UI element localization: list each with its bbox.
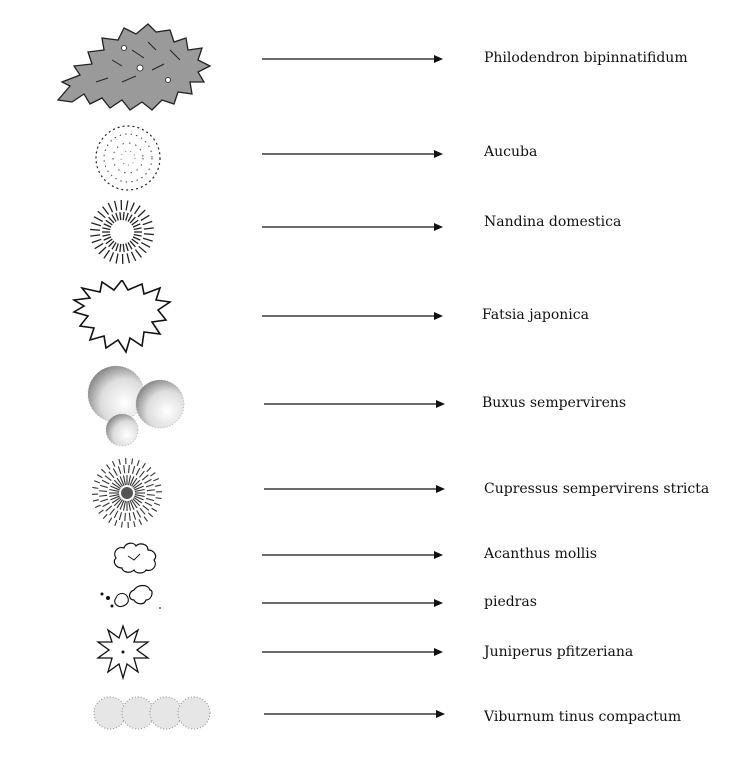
foliage-dash bbox=[151, 473, 156, 477]
foliage-dash bbox=[112, 461, 114, 466]
foliage-dash bbox=[134, 234, 142, 236]
foliage-dash bbox=[123, 244, 124, 252]
foliage-dash bbox=[144, 234, 154, 235]
foliage-dash bbox=[108, 203, 112, 212]
foliage-dash bbox=[109, 518, 112, 523]
foliage-dash bbox=[116, 243, 118, 251]
foliage-dash bbox=[142, 463, 145, 468]
foliage-dash bbox=[99, 495, 107, 496]
foliage-dash bbox=[103, 503, 110, 507]
foliage-dash bbox=[129, 513, 130, 521]
foliage-dash bbox=[102, 480, 109, 484]
legend-label: Nandina domestica bbox=[484, 214, 622, 230]
foliage-dash bbox=[90, 229, 100, 230]
foliage-dash bbox=[99, 510, 104, 514]
stones-cluster-icon bbox=[94, 580, 170, 616]
foliage-dash bbox=[137, 460, 139, 466]
foliage-dash bbox=[156, 498, 162, 499]
foliage-dash bbox=[136, 468, 140, 475]
foliage-dash bbox=[129, 465, 130, 473]
foliage-dash bbox=[142, 475, 148, 480]
foliage-dash bbox=[144, 479, 151, 483]
foliage-dash bbox=[114, 511, 118, 518]
legend-label: piedras bbox=[484, 594, 537, 610]
foliage-dash bbox=[132, 458, 133, 464]
foliage-dash bbox=[152, 508, 157, 511]
foliage-dash bbox=[134, 228, 142, 230]
foliage-dash bbox=[116, 213, 118, 221]
legend-label: Cupressus sempervirens stricta bbox=[484, 481, 710, 497]
foliage-dash bbox=[134, 206, 140, 214]
legend-label: Fatsia japonica bbox=[482, 307, 589, 323]
foliage-dash bbox=[146, 498, 154, 500]
foliage-dash bbox=[109, 472, 114, 478]
foliage-dash bbox=[129, 475, 131, 485]
foliage-dash bbox=[123, 475, 125, 485]
acanthus-lobed-outline-icon bbox=[110, 540, 160, 576]
legend-label: Aucuba bbox=[484, 144, 538, 160]
foliage-dash bbox=[148, 513, 152, 517]
foliage-dash bbox=[119, 512, 121, 520]
foliage-dash bbox=[128, 215, 132, 222]
foliage-dash bbox=[119, 459, 120, 465]
foliage-dash bbox=[103, 514, 107, 518]
foliage-dash bbox=[126, 243, 128, 251]
arrow-connector bbox=[264, 709, 446, 719]
foliage-dash bbox=[93, 500, 99, 501]
foliage-dash bbox=[90, 235, 100, 236]
foliage-dash bbox=[147, 467, 151, 471]
foliage-dash bbox=[147, 490, 155, 491]
foliage-dash bbox=[104, 250, 110, 258]
foliage-dash bbox=[92, 487, 98, 488]
foliage-dash bbox=[116, 254, 118, 264]
foliage-dash bbox=[131, 252, 135, 261]
foliage-dash bbox=[105, 476, 111, 481]
foliage-dash bbox=[123, 501, 125, 511]
foliage-dash bbox=[125, 513, 126, 521]
foliage-dash bbox=[133, 224, 140, 227]
foliage-dash bbox=[97, 475, 102, 478]
foliage-dash bbox=[123, 212, 124, 220]
foliage-dash bbox=[112, 242, 116, 249]
foliage-dash bbox=[128, 242, 132, 249]
foliage-dash bbox=[145, 502, 152, 506]
foliage-dash bbox=[146, 484, 154, 486]
foliage-dash bbox=[102, 228, 110, 230]
foliage-dash bbox=[126, 213, 128, 221]
legend-label: Philodendron bipinnatifidum bbox=[484, 50, 688, 66]
foliage-dash bbox=[144, 517, 148, 522]
foliage-dash bbox=[147, 495, 155, 496]
foliage-dash bbox=[115, 520, 117, 526]
foliage-dash bbox=[100, 485, 108, 487]
foliage-dash bbox=[135, 489, 145, 491]
foliage-dash bbox=[124, 465, 125, 473]
foliage-dash bbox=[99, 491, 107, 492]
arrow-connector bbox=[262, 222, 444, 232]
foliage-dash bbox=[99, 247, 106, 254]
foliage-dash bbox=[106, 506, 112, 511]
foliage-dash bbox=[139, 519, 141, 524]
foliage-dash bbox=[141, 215, 150, 220]
fatsia-spiky-leaf-icon bbox=[68, 280, 172, 354]
foliage-dash bbox=[91, 223, 101, 226]
foliage-dash bbox=[118, 466, 120, 474]
foliage-dash bbox=[101, 469, 105, 473]
foliage-dash bbox=[107, 465, 111, 470]
foliage-dash bbox=[143, 505, 149, 510]
foliage-dash bbox=[138, 210, 145, 217]
foliage-dash bbox=[104, 237, 111, 240]
foliage-dash bbox=[139, 246, 147, 253]
foliage-dash bbox=[121, 522, 122, 528]
foliage-dash bbox=[94, 481, 100, 483]
foliage-dash bbox=[143, 221, 152, 224]
arrow-connector bbox=[264, 399, 446, 409]
foliage-dash bbox=[102, 234, 110, 236]
aucuba-dotted-circle-icon bbox=[92, 122, 164, 194]
foliage-dash bbox=[141, 243, 150, 248]
legend-label: Buxus sempervirens bbox=[482, 395, 627, 411]
foliage-dash bbox=[139, 471, 144, 477]
foliage-dash bbox=[103, 207, 109, 215]
foliage-dash bbox=[100, 499, 108, 501]
legend-label: Viburnum tinus compactum bbox=[484, 709, 682, 725]
arrow-connector bbox=[262, 550, 444, 560]
foliage-dash bbox=[132, 466, 134, 474]
legend-label: Juniperus pfitzeriana bbox=[484, 644, 634, 660]
foliage-dash bbox=[120, 244, 121, 252]
buxus-stippled-spheres-icon bbox=[84, 364, 186, 448]
arrow-connector bbox=[262, 311, 444, 321]
foliage-dash bbox=[115, 201, 117, 211]
foliage-dash bbox=[133, 512, 135, 520]
arrow-connector bbox=[262, 598, 444, 608]
foliage-dash bbox=[113, 469, 117, 476]
nandina-radial-dash-icon bbox=[86, 196, 158, 268]
foliage-dash bbox=[110, 252, 114, 261]
foliage-dash bbox=[92, 239, 101, 242]
foliage-dash bbox=[120, 212, 121, 220]
foliage-dash bbox=[94, 217, 103, 222]
foliage-dash bbox=[95, 243, 104, 248]
arrow-connector bbox=[262, 647, 444, 657]
foliage-dash bbox=[154, 503, 160, 505]
legend-label: Acanthus mollis bbox=[484, 546, 597, 562]
foliage-dash bbox=[144, 228, 154, 229]
viburnum-row-spheres-icon bbox=[92, 694, 216, 732]
foliage-dash bbox=[140, 508, 145, 514]
foliage-dash bbox=[143, 238, 153, 241]
foliage-dash bbox=[135, 495, 145, 497]
foliage-dash bbox=[137, 510, 141, 517]
foliage-dash bbox=[95, 505, 100, 507]
foliage-dash bbox=[110, 509, 115, 515]
foliage-dash bbox=[135, 249, 141, 257]
foliage-dash bbox=[155, 485, 161, 486]
foliage-dash bbox=[130, 202, 134, 211]
arrow-connector bbox=[262, 54, 444, 64]
philodendron-leaf-icon bbox=[52, 20, 214, 115]
foliage-dash bbox=[127, 253, 129, 263]
cupressus-radial-icon bbox=[90, 456, 164, 530]
juniperus-star-icon bbox=[94, 624, 152, 680]
foliage-dash bbox=[133, 237, 140, 240]
foliage-dash bbox=[129, 501, 131, 511]
foliage-dash bbox=[112, 215, 116, 222]
foliage-dash bbox=[109, 489, 119, 491]
arrow-connector bbox=[262, 149, 444, 159]
foliage-dash bbox=[134, 521, 135, 527]
foliage-dash bbox=[104, 224, 111, 227]
foliage-dash bbox=[126, 201, 128, 211]
arrow-connector bbox=[264, 484, 446, 494]
foliage-dash bbox=[153, 478, 158, 480]
foliage-dash bbox=[98, 211, 106, 218]
foliage-dash bbox=[109, 495, 119, 497]
